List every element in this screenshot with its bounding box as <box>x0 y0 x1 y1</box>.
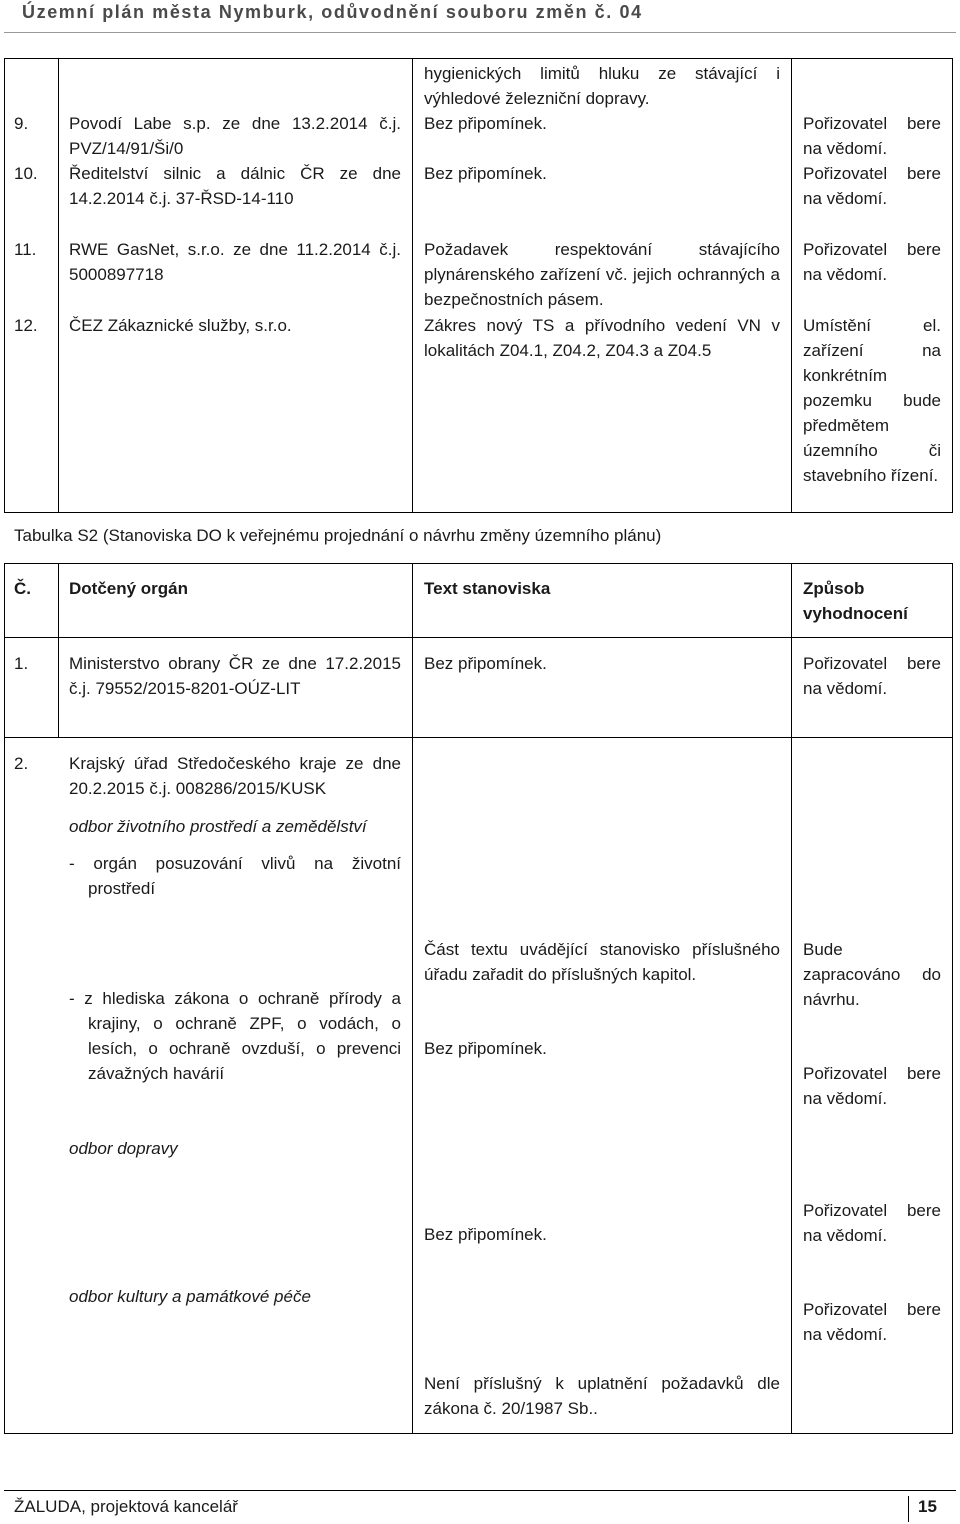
t2-col-divider-2 <box>412 563 413 1434</box>
t2-row1-number: 1. <box>14 654 29 673</box>
t2-row2-culture-eval: Pořizovatel bere na vědomí. <box>803 1300 941 1344</box>
t2-bottom-border <box>4 1433 953 1434</box>
t1-row11-text: Požadavek respektování stávajícího plynárenského zařízení vč. jejich ochranných a bezpečnostních pásem. <box>424 240 780 309</box>
t1-right-border <box>952 58 953 513</box>
t1-row11-number: 11. <box>14 240 37 259</box>
t1-row-continued-text: hygienických limitů hluku ze stávající i výhledové železniční dopravy. <box>424 64 780 108</box>
t2-row2-laws-text: Bez připomínek. <box>424 1039 547 1058</box>
t2-row2-sub-eia: - orgán posuzování vlivů na životní prostředí <box>69 854 401 898</box>
t2-header-eval: Způsob vyhodnocení <box>803 579 908 623</box>
t2-row2-dept-culture: odbor kultury a památkové péče <box>69 1287 311 1306</box>
t2-row2-eia-text: Část textu uvádějící stanovisko příslušného úřadu zařadit do příslušných kapitol. <box>424 940 780 984</box>
t1-row9-eval: Pořizovatel bere na vědomí. <box>803 114 941 158</box>
t2-row2-transport-text: Bez připomínek. <box>424 1225 547 1244</box>
t2-row1-text: Bez připomínek. <box>424 654 547 673</box>
t1-row12-organ: ČEZ Zákaznické služby, s.r.o. <box>69 316 292 335</box>
t2-row2-sub-laws: - z hlediska zákona o ochraně přírody a krajiny, o ochraně ZPF, o vodách, o lesích, o ochraně ovzduší, o prevenci závažných havárií <box>69 989 401 1083</box>
t2-left-border <box>4 563 5 1434</box>
t1-row9-organ: Povodí Labe s.p. ze dne 13.2.2014 č.j. PVZ/14/91/Ši/0 <box>69 114 401 158</box>
t1-row12-number: 12. <box>14 316 38 335</box>
t2-col-divider-1 <box>58 563 59 738</box>
t1-bottom-border <box>4 512 953 513</box>
t1-row11-eval: Pořizovatel bere na vědomí. <box>803 240 941 284</box>
t2-row1-border <box>4 737 953 738</box>
footer-rule <box>4 1490 956 1491</box>
t2-header-text: Text stanoviska <box>424 579 551 598</box>
t2-header-number: Č. <box>14 579 31 598</box>
t2-row2-dept-transport: odbor dopravy <box>69 1139 178 1158</box>
t1-row12-eval: Umístění el. zařízení na konkrétním pozemku bude předmětem územního či stavebního řízení. <box>803 316 941 485</box>
t2-header-border <box>4 637 953 638</box>
t1-col-divider-1 <box>58 58 59 513</box>
t2-col-divider-3 <box>791 563 792 1434</box>
t1-row10-organ: Ředitelství silnic a dálnic ČR ze dne 14.2.2014 č.j. 37-ŘSD-14-110 <box>69 164 401 208</box>
t1-row10-eval: Pořizovatel bere na vědomí. <box>803 164 941 208</box>
t2-row2-eia-eval: Bude zapracováno do návrhu. <box>803 940 941 1009</box>
t2-row1-organ: Ministerstvo obrany ČR ze dne 17.2.2015 č.j. 79552/2015-8201-OÚZ-LIT <box>69 654 401 698</box>
t2-row2-culture-text: Není příslušný k uplatnění požadavků dle zákona č. 20/1987 Sb.. <box>424 1374 780 1418</box>
t1-col-divider-2 <box>412 58 413 513</box>
t2-row2-number: 2. <box>14 754 29 773</box>
t2-row2-transport-eval: Pořizovatel bere na vědomí. <box>803 1201 941 1245</box>
t1-row9-text: Bez připomínek. <box>424 114 547 133</box>
t1-row12-text: Zákres nový TS a přívodního vedení VN v lokalitách Z04.1, Z04.2, Z04.3 a Z04.5 <box>424 316 780 360</box>
t2-right-border <box>952 563 953 1434</box>
t1-row11-organ: RWE GasNet, s.r.o. ze dne 11.2.2014 č.j. 5000897718 <box>69 240 401 284</box>
page-header-title: Územní plán města Nymburk, odůvodnění souboru změn č. 04 <box>22 2 643 22</box>
footer-company: ŽALUDA, projektová kancelář <box>14 1497 238 1516</box>
t1-row10-text: Bez připomínek. <box>424 164 547 183</box>
t2-row1-eval: Pořizovatel bere na vědomí. <box>803 654 941 698</box>
t2-row2-laws-eval: Pořizovatel bere na vědomí. <box>803 1064 941 1108</box>
header-rule <box>4 32 956 33</box>
t1-row9-number: 9. <box>14 114 29 133</box>
t2-row2-dept-environment: odbor životního prostředí a zemědělství <box>69 817 367 836</box>
t1-col-divider-3 <box>791 58 792 513</box>
footer-separator <box>908 1496 909 1522</box>
t1-top-border <box>4 58 953 59</box>
t1-left-border <box>4 58 5 513</box>
t2-row2-organ: Krajský úřad Středočeského kraje ze dne 20.2.2015 č.j. 008286/2015/KUSK <box>69 754 401 798</box>
page-number: 15 <box>918 1497 937 1516</box>
t1-row10-number: 10. <box>14 164 38 183</box>
table-caption: Tabulka S2 (Stanoviska DO k veřejnému projednání o návrhu změny územního plánu) <box>14 526 662 545</box>
t2-top-border <box>4 563 953 564</box>
t2-header-organ: Dotčený orgán <box>69 579 189 598</box>
